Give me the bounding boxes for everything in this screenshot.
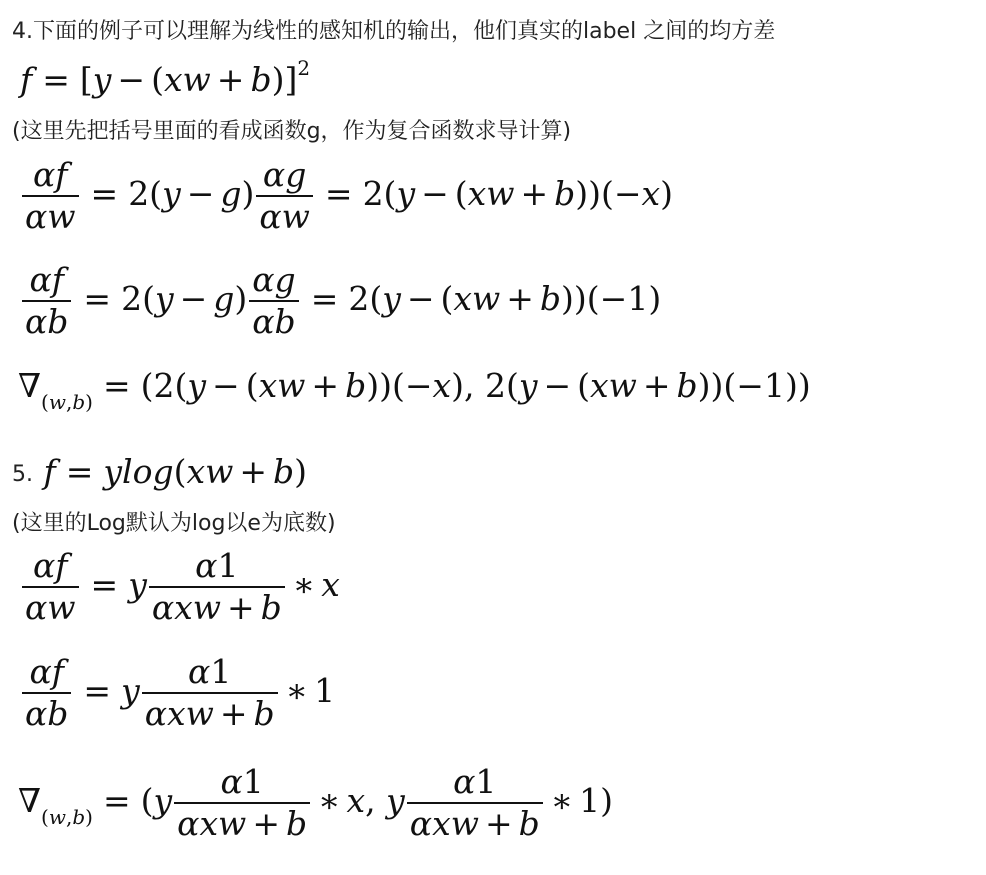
equation-gradient-log: $\nabla_{(w,b)} = (y$ $\frac{\alpha 1}{\text{αxw + b}}$ ∗ x, y $\frac{\alpha 1}{\text{αxw + b}}$ ∗ 1) <box>18 762 614 843</box>
section-4-heading: 4.下面的例子可以理解为线性的感知机的输出，他们真实的label 之间的均方差 <box>12 19 776 44</box>
equation-f-squared-error: $f = [y - (xw + b)]^2$ <box>20 56 311 99</box>
equation-gradient-squared: $\nabla_{(w,b)} = (2(y - (xw + b))(-x)$, 2(y − (xw + b))(−1)) <box>18 366 811 414</box>
equation-df-db-log: $\frac{\alpha f}{\alpha b}$ = y $\frac{\alpha 1}{\text{αxw + b}}$ ∗ 1 <box>20 652 335 734</box>
equation-df-db-squared: $\frac{\alpha f}{\alpha b}$ = 2(y − g) $\frac{\alpha g}{\alpha b}$ = 2(y − (xw + b))(−1) <box>20 260 661 342</box>
section-5-heading: 5. f = ylog(xw + b) <box>12 452 307 491</box>
section-5-number: 5. <box>12 462 33 487</box>
section-5-note: (这里的Log默认为log以e为底数) <box>12 511 336 536</box>
equation-df-dw-squared: $\frac{\alpha f}{\alpha w}$ = 2(y − g) $\frac{\alpha g}{\alpha w}$ = 2(y − (xw + b))(−x) <box>20 155 673 237</box>
section-4-note: (这里先把括号里面的看成函数g，作为复合函数求导计算) <box>12 119 572 144</box>
equation-df-dw-log: $\frac{\alpha f}{\alpha w}$ = y $\frac{\alpha 1}{\text{αxw + b}}$ ∗ x <box>20 546 340 628</box>
